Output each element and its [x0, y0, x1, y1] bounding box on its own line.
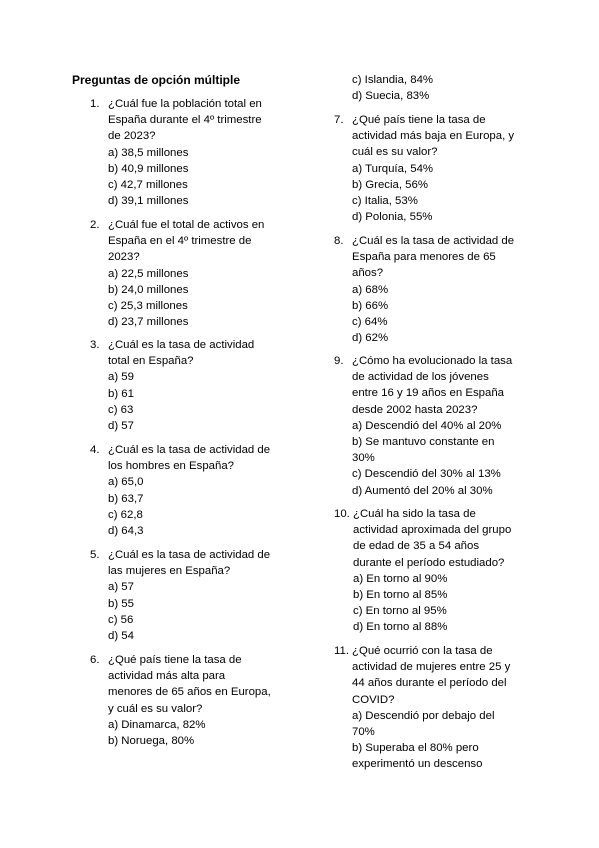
answer-option: c) 62,8 — [108, 508, 143, 521]
answer-option: b) 61 — [108, 387, 134, 400]
question-number: 3. — [90, 339, 100, 351]
question-text-line: años? — [352, 267, 384, 280]
answer-option: d) 57 — [108, 420, 134, 433]
answer-option: a) 68% — [352, 283, 389, 296]
question-text-line: ¿Qué país tiene la tasa de — [352, 114, 486, 126]
question-text-line: ¿Cuál es la tasa de actividad — [108, 339, 255, 351]
question-text-line: ¿Cómo ha evolucionado la tasa — [352, 355, 513, 367]
question-text-line: actividad más alta para — [108, 670, 226, 683]
answer-option: a) 22,5 millones — [108, 267, 189, 280]
question-text-line: ¿Qué país tiene la tasa de — [108, 654, 242, 666]
question-text-line: España para menores de 65 — [352, 251, 496, 264]
question-number: 7. — [334, 114, 344, 126]
question-text-line: los hombres en España? — [108, 460, 235, 473]
question-number: 5. — [90, 549, 100, 561]
answer-option: a) Descendió por debajo del — [352, 709, 495, 722]
answer-option: c) En torno al 95% — [353, 605, 447, 618]
question-text-line: menores de 65 años en Europa, — [108, 686, 271, 699]
question-text-line: de 2023? — [108, 130, 156, 143]
question-text-line: ¿Cuál es la tasa de actividad de — [352, 235, 515, 247]
answer-option: 70% — [352, 726, 375, 739]
answer-option: d) 64,3 — [108, 525, 144, 538]
question-text-line: de edad de 35 a 54 años — [353, 540, 480, 553]
question-text-line: COVID? — [352, 693, 395, 706]
answer-option: c) 25,3 millones — [108, 300, 188, 313]
question-text-line: ¿Cuál ha sido la tasa de — [353, 508, 476, 520]
question-number: 9. — [334, 355, 344, 367]
answer-option: b) 63,7 — [108, 492, 144, 505]
answer-option: c) 56 — [108, 613, 134, 626]
answer-option: a) En torno al 90% — [353, 572, 448, 585]
answer-option: a) 59 — [108, 371, 134, 384]
answer-option: a) 57 — [108, 581, 134, 594]
question-text-line: total en España? — [108, 355, 194, 368]
answer-option: a) Dinamarca, 82% — [108, 718, 206, 731]
answer-option: d) 62% — [352, 332, 389, 345]
question-text-line: actividad más baja en Europa, y — [352, 130, 515, 143]
answer-option: c) Islandia, 84% — [352, 74, 434, 86]
answer-option: b) 40,9 millones — [108, 162, 189, 175]
answer-option: b) 24,0 millones — [108, 283, 189, 296]
question-number: 1. — [90, 98, 100, 110]
question-text-line: ¿Cuál fue la población total en — [108, 98, 262, 110]
question-text-line: ¿Cuál es la tasa de actividad de — [108, 444, 271, 456]
question-number: 6. — [90, 654, 100, 666]
answer-option: c) Descendió del 30% al 13% — [352, 468, 501, 481]
answer-option: c) 42,7 millones — [108, 179, 188, 192]
answer-option: b) Superaba el 80% pero — [352, 742, 479, 755]
answer-option: b) 66% — [352, 299, 389, 312]
question-text-line: las mujeres en España? — [108, 565, 231, 578]
answer-option: c) Italia, 53% — [352, 195, 418, 208]
answer-option: d) Suecia, 83% — [352, 90, 430, 103]
answer-option: c) 63 — [108, 403, 134, 416]
question-text-line: actividad aproximada del grupo — [353, 524, 512, 537]
question-text-line: ¿Cuál fue el total de activos en — [108, 219, 265, 231]
answer-option: 30% — [352, 452, 375, 465]
answer-option: d) Polonia, 55% — [352, 211, 433, 224]
question-text-line: cuál es su valor? — [352, 146, 438, 159]
answer-option: a) 65,0 — [108, 476, 144, 489]
question-number: 8. — [334, 235, 344, 247]
answer-option: a) Turquía, 54% — [352, 162, 434, 175]
question-text-line: y cuál es su valor? — [108, 702, 203, 715]
question-text-line: ¿Cuál es la tasa de actividad de — [108, 549, 271, 561]
question-text-line: España durante el 4º trimestre — [108, 114, 262, 127]
question-number: 4. — [90, 444, 100, 456]
answer-option: a) Descendió del 40% al 20% — [352, 419, 502, 432]
question-number: 2. — [90, 219, 100, 231]
section-heading: Preguntas de opción múltiple — [72, 73, 241, 87]
answer-option: b) Noruega, 80% — [108, 735, 195, 748]
question-text-line: actividad de mujeres entre 25 y — [352, 661, 511, 674]
question-text-line: durante el período estudiado? — [353, 556, 505, 569]
answer-option: b) En torno al 85% — [353, 589, 448, 602]
question-text-line: 2023? — [108, 251, 140, 264]
answer-option: d) 39,1 millones — [108, 195, 189, 208]
answer-option: experimentó un descenso — [352, 758, 483, 771]
answer-option: b) Grecia, 56% — [352, 178, 428, 191]
question-text-line: ¿Qué ocurrió con la tasa de — [352, 645, 493, 657]
answer-option: b) 55 — [108, 597, 134, 610]
question-text-line: desde 2002 hasta 2023? — [352, 403, 478, 416]
question-number: 10. — [334, 508, 350, 520]
question-text-line: España en el 4º trimestre de — [108, 235, 252, 248]
answer-option: a) 38,5 millones — [108, 146, 189, 159]
answer-option: d) 23,7 millones — [108, 316, 189, 329]
question-text-line: de actividad de los jóvenes — [352, 371, 489, 384]
question-text-line: entre 16 y 19 años en España — [352, 387, 504, 400]
answer-option: d) En torno al 88% — [353, 621, 448, 634]
answer-option: d) 54 — [108, 630, 134, 643]
question-text-line: 44 años durante el período del — [352, 677, 507, 690]
answer-option: d) Aumentó del 20% al 30% — [352, 484, 493, 497]
question-number: 11. — [334, 645, 349, 657]
answer-option: b) Se mantuvo constante en — [352, 436, 495, 449]
answer-option: c) 64% — [352, 316, 388, 329]
